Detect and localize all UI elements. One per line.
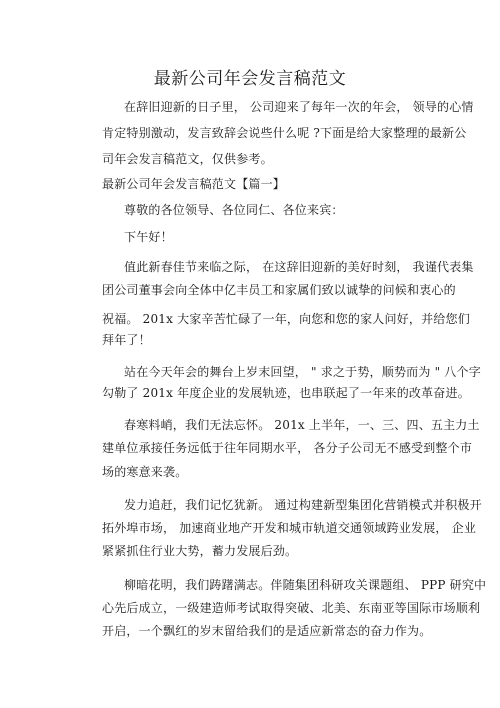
paragraph-line: 站在今天年会的舞台上岁末回望， " 求之于势，顺势而为 " 八个字 [124, 365, 481, 379]
intro-line: 司年会发言稿范文，仅供参考。 [102, 152, 273, 166]
paragraph-line: 祝福。 201x 大家辛苦忙碌了一年，向您和您的家人问好，并给您们 [102, 312, 470, 326]
greeting: 尊敬的各位领导、各位同仁、各位来宾： [124, 203, 344, 217]
paragraph-line: 值此新春佳节来临之际， 在这辞旧迎新的美好时刻， 我谨代表集 [124, 260, 474, 274]
paragraph-line: 建单位承接任务远低于往年同期水平， 各分子公司无不感受到整个市 [102, 441, 473, 455]
paragraph-line: 柳暗花明，我们踌躇满志。伴随集团科研攻关课题组、 PPP 研究中 [124, 578, 487, 592]
salutation: 下午好！ [124, 230, 173, 244]
paragraph-line: 拜年了！ [102, 333, 151, 347]
section-heading: 最新公司年会发言稿范文【篇一】 [102, 177, 286, 191]
document-title: 最新公司年会发言稿范文 [153, 69, 347, 89]
paragraph-line: 场的寒意来袭。 [102, 465, 188, 479]
intro-line: 在辞旧迎新的日子里， 公司迎来了每年一次的年会， 领导的心情 [124, 100, 474, 114]
paragraph-line: 拓外埠市场， 加速商业地产开发和城市轨道交通领域跨业发展， 企业 [102, 521, 477, 535]
paragraph-line: 发力追赶，我们记忆犹新。 通过构建新型集团化营销模式并积极开 [124, 498, 482, 512]
paragraph-line: 紧紧抓住行业大势，蓄力发展后劲。 [102, 544, 298, 558]
paragraph-line: 春寒料峭，我们无法忘怀。 201x 上半年，一、三、四、五主力土 [124, 418, 480, 432]
intro-line: 肯定特别激动，发言致辞会说些什么呢 ?下面是给大家整理的最新公 [102, 126, 467, 140]
paragraph-line: 勾勒了 201x 年度企业的发展轨迹，也串联起了一年来的改革奋进。 [102, 386, 470, 400]
paragraph-line: 心先后成立，一级建造师考试取得突破、北美、东南亚等国际市场顺利 [102, 601, 481, 615]
paragraph-line: 开启，一个飘红的岁末留给我们的是适应新常态的奋力作为。 [102, 624, 432, 638]
paragraph-line: 团公司董事会向全体中亿丰员工和家属们致以诚挚的问候和衷心的 [102, 283, 456, 297]
